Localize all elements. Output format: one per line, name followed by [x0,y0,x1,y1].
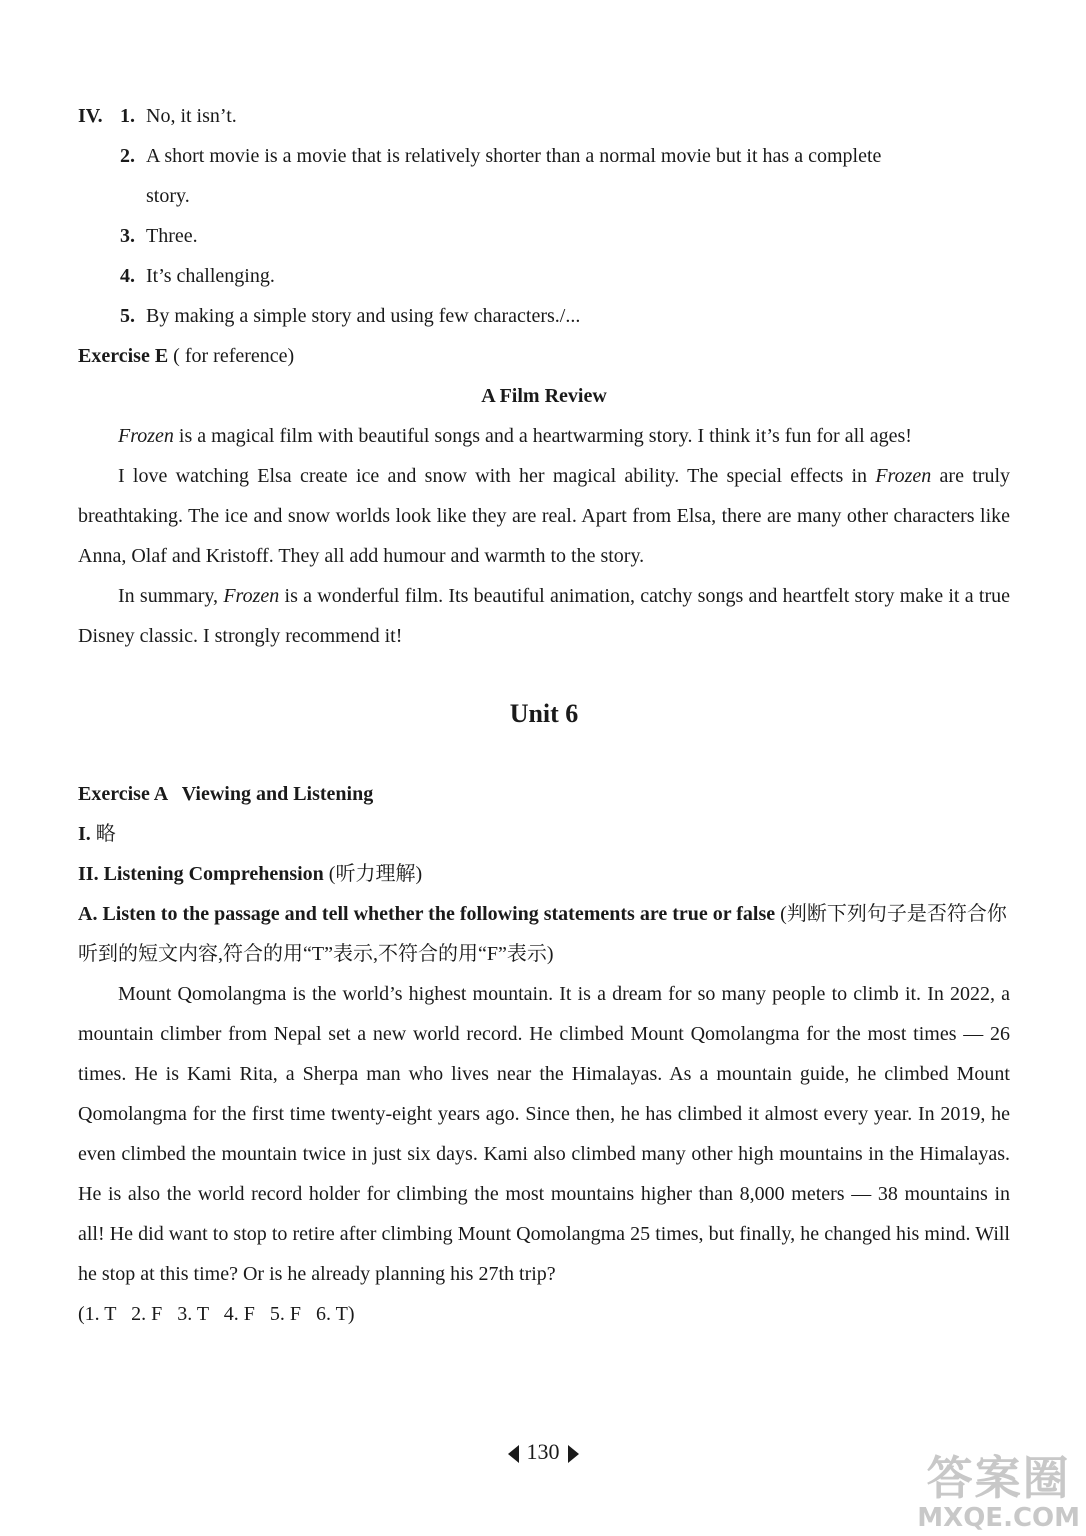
answer-key: (1. T 2. F 3. T 4. F 5. F 6. T) [78,1303,355,1325]
section-iv-label: IV. [78,105,103,127]
section-ii [78,854,1010,894]
part-a-title: A. Listen to the passage and tell whether the following statements are true or false [78,903,776,925]
exercise-e-title: Exercise E [78,345,169,367]
exercise-e-heading [78,336,1010,376]
exercise-e-note: ( for reference) [168,345,295,367]
watermark-url: MXQE.COM [917,1503,1080,1533]
section-i-text: 略 [90,823,116,845]
section-iv-item-5 [120,296,1010,336]
item-number: 3. [120,225,135,247]
section-ii-chinese: (听力理解) [323,863,423,885]
page-number: 130 [526,1439,560,1464]
item-text: By making a simple story and using few characters./... [146,305,581,327]
film-title: Frozen [118,425,174,447]
paragraph-text: I love watching Elsa create ice and snow with her magical ability. The special effects in [118,465,876,487]
item-number: 5. [120,305,135,327]
listening-passage: Mount Qomolangma is the world’s highest mountain. It is a dream for so many people to climb it. In 2022, a mountain climber from Nepal set a new world record. He climbed Mount Qomolangma for the most times — 26 times. He is Kami Rita, a Sherpa man who lives near the Himalayas. As a mountain guide, he climbed Mount Qomolangma for the first time twenty-eight years ago. Since then, he has climbed it almost every year. In 2019, he even climbed the mountain twice in just six days. Kami also climbed many other high mountains in the Himalayas. He is also the world record holder for climbing the most mountains higher than 8,000 meters — 38 mountains in all! He did want to stop to retire after climbing Mount Qomolangma 25 times, but finally, he changed his mind. Will he stop at this time? Or is he already planning his 27th trip? [78,983,1010,1285]
part-a-instructions [78,894,1010,974]
review-paragraph-1 [78,416,1010,456]
item-number: 1. [120,105,135,127]
exercise-a-title: Exercise A Viewing and Listening [78,783,374,805]
film-title: Frozen [223,585,280,607]
section-iv-item-3 [120,216,1010,256]
review-title: A Film Review [481,385,607,407]
section-iv-item-2 [120,136,1010,176]
triangle-right-icon [568,1445,579,1463]
section-i-label: I. [78,823,91,845]
section-ii-title: II. Listening Comprehension [78,863,324,885]
paragraph-text: is a wonderful film. Its beautiful animation, catchy songs and heartfelt story make it a true Disney classic. I strongly recommend it! [78,585,1010,647]
unit-title: Unit 6 [509,699,579,728]
paragraph-text: are truly breathtaking. The ice and snow worlds look like they are real. Apart from Elsa, there are many other characters like Anna, Olaf and Kristoff. They all add humour and warmth to the story. [78,465,1011,567]
review-paragraph-2 [78,456,1010,576]
section-i [78,814,1010,854]
page-content [78,96,1010,1334]
section-iv-item-4 [120,256,1010,296]
item-continuation: story. [146,185,190,207]
film-title: Frozen [875,465,932,487]
paragraph-text: is a magical film with beautiful songs and a heartwarming story. I think it’s fun for all ages! [173,425,912,447]
item-text: It’s challenging. [146,265,275,287]
triangle-left-icon [508,1445,519,1463]
watermark-logo [917,1452,1080,1532]
item-text: A short movie is a movie that is relatively shorter than a normal movie but it has a complete [146,145,882,167]
review-paragraph-3 [78,576,1010,656]
part-a-chinese: (判断下列句子是否符合你听到的短文内容,符合的用“T”表示,不符合的用“F”表示) [78,903,1007,965]
item-text: Three. [146,225,198,247]
watermark-chinese: 答案圈 [926,1451,1071,1505]
item-number: 4. [120,265,135,287]
paragraph-text: In summary, [118,585,224,607]
item-text: No, it isn’t. [146,105,237,127]
section-iv-item-1 [78,96,1010,136]
item-number: 2. [120,145,135,167]
